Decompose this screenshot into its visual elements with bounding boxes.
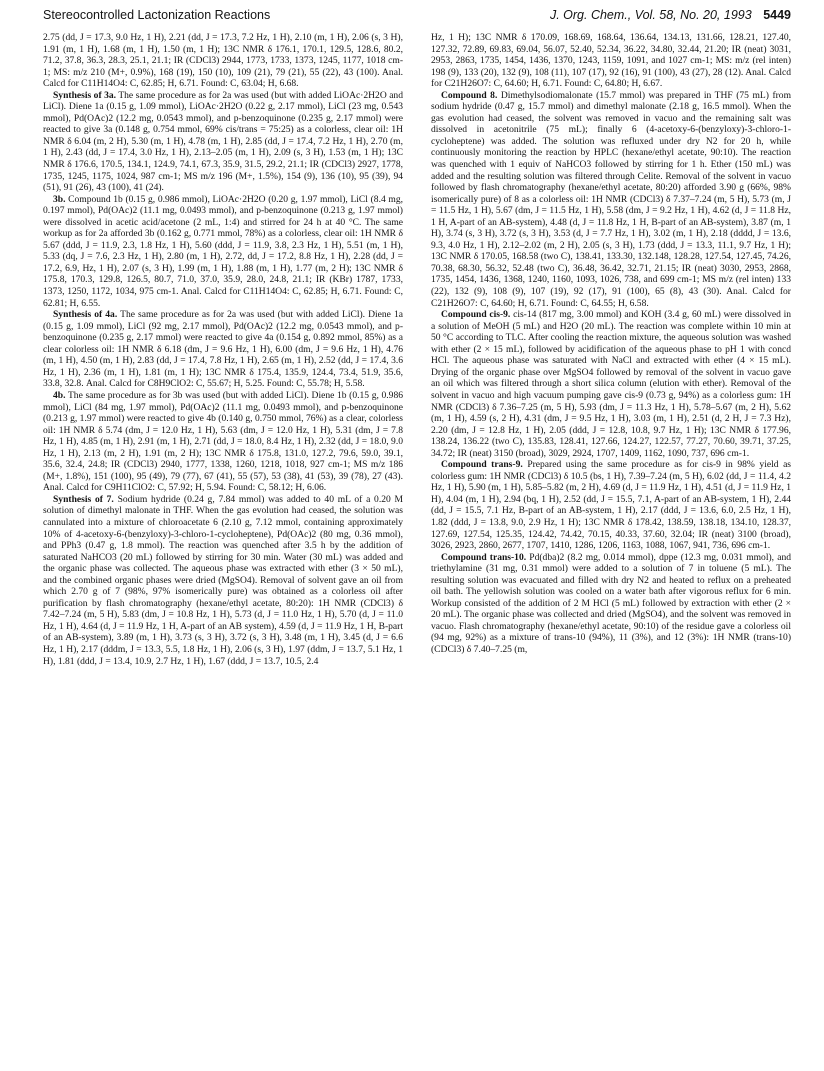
paragraph-heading: Synthesis of 7. xyxy=(53,493,114,505)
right-column xyxy=(431,32,791,1054)
page-number: 5449 xyxy=(763,8,791,22)
paragraph-text: Prepared using the same procedure as for cis-9 in 98% yield as colorless gum: 1H NMR (CDCl3) δ 10.5 (bs, 1 H), 7.39–7.24 (m, 5 H), 6.02 (dd, J = 11.4, 4.2 Hz, 1 H), 5.90 (m, 1 H), 5.85–5.82 (m, 2 H), 4.69 (d, J = 11.9 Hz, 1 H), 4.51 (d, J = 11.9 Hz, 1 H), 4.04 (m, 1 H), 2.94 (bq, 1 H), 2.52 (dd, J = 15.5, 7.1, A-part of an AB-system, 1 H), 2.44 (dd, J = 15.5, 7.1 Hz, B-part of an AB-system, 1 H), 2.17 (ddd, J = 13.6, 6.0, 2.5 Hz, 1 H), 1.82 (ddd, J = 13.8, 9.0, 2.9 Hz, 1 H); 13C NMR δ 178.42, 138.59, 138.18, 134.10, 128.37, 127.69, 127.54, 125.35, 124.42, 74.42, 70.15, 40.33, 37.60, 32.04; IR (neat) 3100 (broad), 3026, 2923, 2860, 2677, 1707, 1410, 1286, 1206, 1163, 1088, 1067, 941, 736, 696 cm-1. xyxy=(431,459,791,552)
paragraph-text: 2.75 (dd, J = 17.3, 9.0 Hz, 1 H), 2.21 (dd, J = 17.3, 7.2 Hz, 1 H), 2.10 (m, 1 H), 2.06 (s, 3 H), 1.91 (m, 1 H), 1.68 (m, 1 H), 1.50 (m, 1 H); 13C NMR δ 176.1, 170.1, 129.5, 128.6, 80.2, 71.2, 37.8, 36.3, 28.3, 25.1, 21.1; IR (CDCl3) 2944, 1773, 1733, 1373, 1245, 1177, 1018 cm-1; MS: m/z 210 (M+, 0.9%), 168 (19), 150 (10), 109 (21), 79 (21), 55 (22), 43 (100). Anal. Calcd for C11H14O4: C, 62.85; H, 6.71. Found: C, 63.04; H, 6.68. xyxy=(43,32,403,90)
paragraph-heading: Compound trans-9. xyxy=(441,459,523,471)
paragraph xyxy=(431,459,791,551)
running-header xyxy=(43,8,791,30)
paragraph xyxy=(43,494,403,667)
paragraph-heading: Compound trans-10. xyxy=(441,551,527,563)
paragraph xyxy=(431,552,791,656)
paragraph-text: Dimethylsodiomalonate (15.7 mmol) was prepared in THF (75 mL) from sodium hydride (0.47 g, 15.7 mmol) and dimethyl malonate (2.18 g, 16.5 mmol). When the gas evolution had ceased, the solvent was removed in vacuo and the remaining salt was dissolved in acetonitrile (75 mL); finally 6 (4-acetoxy-6-(benzyloxy)-3-chloro-1-cycloheptene) was added. The solution was refluxed under dry N2 for 20 h, while continuously monitoring the reaction by HPLC (hexane/ethyl acetate, 90:10). The reaction was quenched with 1 equiv of NaHCO3 followed by stirring for 1 h. Ether (150 mL) was added and the resulting solution was filtered through Celite. Removal of the solvent in vacuo followed by flash chromatography (hexane/ethyl acetate, 80:20) afforded 3.90 g (66%, 98% isomerically pure) of 8 as a colorless oil: 1H NMR (CDCl3) δ 7.37–7.24 (m, 5 H), 5.73 (m, J = 11.5 Hz, 1 H), 5.67 (dm, J = 11.5 Hz, 1 H), 5.58 (dm, J = 9.2 Hz, 1 H), 4.62 (d, J = 11.8 Hz, 1 H, A-part of an AB-system), 4.48 (d, J = 11.8 Hz, 1 H, B-part of an AB-system), 3.87 (m, 1 H), 3.74 (s, 3 H), 3.72 (s, 3 H), 3.53 (d, J = 7.7 Hz, 1 H), 3.02 (m, 1 H), 2.18 (dddd, J = 13.6, 9.3, 4.0 Hz, 1 H), 2.12–2.02 (m, 2 H), 2.05 (s, 3 H), 1.73 (ddd, J = 13.3, 11.1, 9.7 Hz, 1 H); 13C NMR δ 170.05, 168.58 (two C), 138.41, 133.30, 132.148, 128.28, 127.54, 127.45, 74.26, 70.38, 68.30, 56.32, 52.48 (two C), 36.48, 36.42, 32.71, 21.15; IR (neat) 3030, 2953, 2868, 1735, 1454, 1436, 1368, 1240, 1160, 1093, 1026, 738, and 699 cm-1; MS m/z (rel inten) 133 (22), 132 (9), 108 (9), 107 (19), 92 (17), 91 (100), 65 (8), 43 (30). Anal. Calcd for C21H26O7: C, 64.60; H, 6.71. Found: C, 64.55; H, 6.58. xyxy=(431,89,791,309)
journal-citation xyxy=(550,8,791,22)
left-column xyxy=(43,32,403,1054)
paragraph xyxy=(431,309,791,459)
paragraph xyxy=(431,90,791,309)
paragraph-heading: Synthesis of 4a. xyxy=(53,309,118,321)
paragraph-text: Pd(dba)2 (8.2 mg, 0.014 mmol), dppe (12.3 mg, 0.031 mmol), and triethylamine (31 mg, 0.31 mmol) were added to a solution of 7 in toluene (5 mL). The resulting solution was evacuated and filled with dry N2 and heated to reflux on a preheated oil bath. The yellowish solution was cooled on a water bath after vigorous reflux for 6 min. Workup consisted of the addition of 2 M HCl (5 mL) followed by extraction with ether (2 × 20 mL). The organic phase was collected and dried (MgSO4), and the solvent was removed in vacuo. Flash chromatography (hexane/ethyl acetate, 90:10) of the residue gave a colorless oil (94 mg, 92%) as a mixture of trans-10 (94%), 11 (3%), and 12 (3%): 1H NMR (trans-10) (CDCl3) δ 7.40–7.25 (m, xyxy=(431,551,791,655)
paragraph-heading: Compound 8. xyxy=(441,89,498,101)
paragraph xyxy=(43,390,403,494)
journal-page xyxy=(43,8,791,1054)
two-column-body xyxy=(43,32,791,1054)
paragraph xyxy=(431,32,791,90)
paragraph xyxy=(43,90,403,194)
paragraph-text: The same procedure as for 2a was used (but with added LiCl). Diene 1a (0.15 g, 1.09 mmol), LiCl (92 mg, 2.17 mmol), Pd(OAc)2 (12.2 mg, 0.0543 mmol), and p-benzoquinone (0.235 g, 2.17 mmol) were reacted to give 4a (0.154 g, 0.892 mmol, 85%) as a clear colorless oil: 1H NMR δ 6.18 (dm, J = 9.6 Hz, 1 H), 6.00 (dm, J = 9.6 Hz, 1 H), 4.76 (m, 1 H), 4.50 (m, 1 H), 2.83 (dd, J = 17.4, 7.8 Hz, 1 H), 2.65 (m, 1 H), 2.52 (dd, J = 17.4, 3.6 Hz, 1 H), 2.36 (m, 1 H), 1.81 (m, 1 H); 13C NMR δ 175.4, 135.9, 124.4, 73.4, 51.9, 35.6, 33.8, 32.8. Anal. Calcd for C8H9ClO2: C, 55.67; H, 5.25. Found: C, 55.78; H, 5.58. xyxy=(43,309,403,390)
paragraph-text: The same procedure as for 3b was used (but with added LiCl). Diene 1b (0.15 g, 0.986 mmol), LiCl (84 mg, 1.97 mmol), Pd(OAc)2 (11.1 mg, 0.0493 mmol), and p-benzoquinone (0.213 g, 1.97 mmol) were reacted to give 4b (0.140 g, 0.750 mmol, 76%) as a clear, colorless oil: 1H NMR δ 5.74 (dm, J = 12.0 Hz, 1 H), 5.63 (dm, J = 12.0 Hz, 1 H), 5.31 (dm, J = 7.8 Hz, 1 H), 4.85 (m, 1 H), 2.91 (m, 1 H), 2.71 (dd, J = 18.0, 8.4 Hz, 1 H), 2.32 (dd, J = 18.0, 9.0 Hz, 1 H), 2.13 (m, 2 H), 1.91 (m, 2 H); 13C NMR δ 175.8, 131.0, 127.2, 79.6, 59.0, 39.1, 35.6, 32.4, 24.8; IR (CDCl3) 2940, 1777, 1338, 1260, 1218, 1018, 927 cm-1; MS m/z 186 (M+, 1.8%), 151 (100), 95 (49), 79 (77), 67 (41), 55 (57), 53 (38), 41 (53), 39 (78), 27 (43). Anal. Calcd for C9H11ClO2: C, 57.92; H, 5.94. Found: C, 58.12; H, 6.06. xyxy=(43,389,403,494)
paragraph xyxy=(43,194,403,309)
paragraph-text: The same procedure as for 2a was used (but with added LiOAc·2H2O and LiCl). Diene 1a (0.15 g, 1.09 mmol), LiOAc·2H2O (0.22 g, 2.17 mmol), LiCl (23 mg, 0.543 mmol), Pd(OAc)2 (12.2 mg, 0.0543 mmol), and p-benzoquinone (0.235 g, 2.17 mmol) were reacted to give 3a (0.148 g, 0.754 mmol, 69% cis/trans = 75:25) as a colorless, clear oil: 1H NMR δ 6.04 (m, 2 H), 5.30 (m, 1 H), 4.78 (m, 1 H), 2.85 (dd, J = 17.4, 7.2 Hz, 1 H), 2.70 (m, 1 H), 2.43 (dd, J = 17.4, 3.0 Hz, 1 H), 2.13–2.05 (m, 1 H), 2.09 (s, 3 H), 1.53 (m, 1 H); 13C NMR δ 176.6, 170.5, 134.1, 124.9, 74.1, 67.3, 35.9, 31.5, 29.2, 21.1; IR (CDCl3) 2927, 1778, 1735, 1245, 1175, 1024, 987 cm-1; MS m/z 196 (M+, 1.5%), 154 (9), 136 (10), 95 (39), 94 (51), 91 (26), 43 (100), 41 (24). xyxy=(43,89,403,194)
paragraph-heading: Synthesis of 3a. xyxy=(53,89,117,101)
paragraph-text: Compound 1b (0.15 g, 0.986 mmol), LiOAc·2H2O (0.20 g, 1.97 mmol), LiCl (8.4 mg, 0.197 mmol), Pd(OAc)2 (11.1 mg, 0.0493 mmol), and p-benzoquinone (0.213 g, 1.97 mmol) were dissolved in acetic acid/acetone (2 mL, 1:4) and stirred for 24 h at 40 °C. The same workup as for 2a afforded 3b (0.162 g, 0.771 mmol, 78%) as a colorless, clear oil: 1H NMR δ 5.67 (ddd, J = 11.9, 2.3, 1.8 Hz, 1 H), 5.60 (ddd, J = 11.9, 3.8, 2.3 Hz, 1 H), 5.51 (m, 1 H), 5.33 (dq, J = 7.6, 2.3 Hz, 1 H), 2.80 (m, 1 H), 2.72, dd, J = 17.2, 8.8 Hz, 1 H), 2.28 (dd, J = 17.2, 6.9, Hz, 1 H), 2.07 (s, 3 H), 1.99 (m, 1 H), 1.88 (m, 1 H), 1.77 (m, 2 H); 13C NMR δ 175.8, 170.3, 129.8, 126.5, 80.7, 71.0, 37.0, 35.9, 28.0, 24.8, 21.1; IR (KBr) 1787, 1733, 1373, 1250, 1172, 1034, 975 cm-1. Anal. Calcd for C11H14O4: C, 62.85; H, 6.71. Found: C, 62.81; H, 6.55. xyxy=(43,193,403,309)
paragraph-text: Hz, 1 H); 13C NMR δ 170.09, 168.69, 168.64, 136.64, 134.13, 131.66, 128.21, 127.40, 127.32, 72.89, 69.83, 69.04, 56.07, 52.40, 52.34, 36.22, 34.80, 32.44, 21.20; IR (neat) 3031, 2953, 2863, 1735, 1454, 1436, 1370, 1243, 1159, 1091, and 1027 cm-1; MS: m/z (rel inten) 198 (9), 133 (20), 132 (9), 108 (11), 107 (17), 92 (16), 91 (100), 43 (27), 28 (12). Anal. Calcd for C21H26O7: C, 64.60; H, 6.71. Found: C, 64.80; H, 6.67. xyxy=(431,32,791,90)
running-title: Stereocontrolled Lactonization Reactions xyxy=(43,8,271,22)
paragraph xyxy=(43,309,403,390)
paragraph-heading: 3b. xyxy=(53,193,66,205)
paragraph-text: Sodium hydride (0.24 g, 7.84 mmol) was added to 40 mL of a 0.20 M solution of dimethyl malonate in THF. When the gas evolution had ceased, the solution was cannulated into a mixture of chloroacetate 6 (2.10 g, 7.12 mmol, containing approximately 10% of 4-acetoxy-6-(benzyloxy)-3-chloro-1-cycloheptene), Pd(OAc)2 (80 mg, 0.36 mmol), and PPh3 (0.47 g, 1.8 mmol). The reaction was quenched after 3.5 h by the addition of saturated NaHCO3 (20 mL) followed by stirring for 30 min. Water (30 mL) was added and the organic phase was collected. The aqueous phase was extracted with ether (3 × 50 mL), and the combined organic phases were dried (MgSO4). Removal of solvent gave an oil from which 2.70 g of 7 (98%, 97% isomerically pure) was obtained as a colorless oil after purification by flash chromatography (hexane/ethyl acetate, 80:20): 1H NMR (CDCl3) δ 7.42–7.24 (m, 5 H), 5.83 (dm, J = 10.8 Hz, 1 H), 5.73 (d, J = 11.0 Hz, 1 H), 5.70 (d, J = 11.0 Hz, 1 H), 4.64 (d, J = 11.9 Hz, 1 H, A-part of an AB system), 4.59 (d, J = 11.9 Hz, 1 H, B-part of an AB-system), 3.89 (m, 1 H), 3.73 (s, 3 H), 3.72 (s, 3 H), 3.48 (m, 1 H), 3.45 (d, J = 6.6 Hz, 1 H), 2.17 (dddm, J = 13.3, 5.5, 1.8 Hz, 1 H), 2.06 (s, 3 H), 1.97 (ddm, J = 13.7, 5.1 Hz, 1 H), 1.81 (ddd, J = 13.4, 10.9, 2.7 Hz, 1 H), 1.67 (ddd, J = 13.7, 10.5, 2.4 xyxy=(43,493,403,667)
journal-name: J. Org. Chem., Vol. 58, No. 20, 1993 xyxy=(549,8,752,22)
paragraph xyxy=(43,32,403,90)
paragraph-text: cis-14 (817 mg, 3.00 mmol) and KOH (3.4 g, 60 mL) were dissolved in a solution of MeOH (5 mL) and H2O (20 mL). The reaction was complete within 10 min at 50 °C according to TLC. After cooling the reaction mixture, the aqueous solution was washed with ether (2 × 15 mL), followed by acidification of the aqueous phase to pH 1 with concd HCl. The aqueous phase was saturated with NaCl and extracted with ether (4 × 15 mL). Drying of the organic phase over MgSO4 followed by removal of the solvent in vacuo gave an oil which was filtered through a short silica column (elution with ether). Removal of the solvent in vacuo and high vacuum pumping gave cis-9 (0.73 g, 94%) as a colorless gum: 1H NMR (CDCl3) δ 7.36–7.25 (m, 5 H), 5.93 (dm, J = 11.3 Hz, 1 H), 5.78–5.67 (m, 2 H), 5.62 (m, 1 H), 4.59 (s, 2 H), 4.31 (dm, J = 9.5 Hz, 1 H), 3.03 (m, 1 H), 2.51 (d, 2 H, J = 7.3 Hz), 2.20 (dm, J = 12.8 Hz, 1 H), 2.05 (ddd, J = 12.8, 10.8, 9.7 Hz, 1 H); 13C NMR δ 177.96, 138.24, 136.22 (two C), 135.83, 128.41, 127.66, 124.27, 122.57, 77.27, 70.60, 39.71, 37.25, 34.72; IR (neat) 3150 (broad), 3029, 2924, 1707, 1409, 1162, 1090, 737, 696 cm-1. xyxy=(431,309,791,459)
paragraph-heading: Compound cis-9. xyxy=(441,309,511,321)
paragraph-heading: 4b. xyxy=(53,389,66,401)
